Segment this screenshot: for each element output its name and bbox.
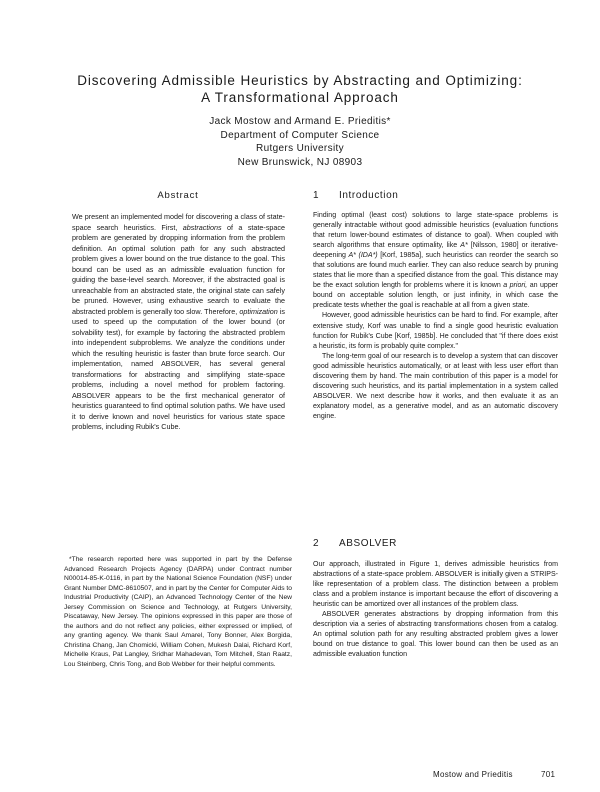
page-number: 701 <box>541 770 556 779</box>
title-line-2: A Transformational Approach <box>201 90 399 105</box>
section-1-body <box>313 211 558 422</box>
absolver-paragraph-2: ABSOLVER generates abstractions by dropping information from this description via a series of abstracting transformations chosen from a catalog. An optimal solution path for any resulting abstracted problem gives a lower bound on true distance to goal. This lower bound can then be used as an admissible evaluation function <box>313 611 558 659</box>
location: New Brunswick, NJ 08903 <box>237 156 363 168</box>
funding-footnote <box>64 555 292 670</box>
intro-paragraph-1: Finding optimal (least cost) solutions to large state-space problems is generally intractable without good admissible heuristics (evaluation functions that return lower-bound estimates of distance to goal). When coupled with search algorithms that ensure optimality, like A* [Nilsson, 1980] or iterative-deepening A* (IDA*) [Korf, 1985a], such heuristics can reorder the search so that solutions are found much earlier. They can also reduce search by pruning states that lie more than a specified distance from the goal. This distance may be the exact solution length for problems where it is known a priori, an upper bound on acceptable solution length, or just infinity, in which case the predicate tests whether the goal is reachable at all from a given state. <box>313 212 559 310</box>
section-2-body <box>313 560 558 660</box>
section-1-number: 1 <box>313 190 320 201</box>
section-2-title: ABSOLVER <box>339 538 397 549</box>
paper-title <box>40 72 560 106</box>
section-2-heading <box>313 538 397 549</box>
section-2-number: 2 <box>313 538 320 549</box>
section-1-heading <box>313 190 398 201</box>
abstract-body <box>72 212 285 433</box>
running-head: Mostow and Prieditis <box>433 770 513 779</box>
abstract-paragraph: We present an implemented model for discovering a class of state-space search heuristics. First, abstractions of a state-space problem are generated by dropping information from the problem definition. An optimal solution path for any such abstracted problem gives a lower bound on the true distance to the goal. This bound can be used as an admissible evaluation function for guiding the base-level search. Moreover, if the abstracted goal is unreachable from an abstracted state, the original state can safely be pruned. However, using exhaustive search to evaluate the abstracted problem is generally too slow. Therefore, optimization is used to speed up the computation of the lower bound (or solvability test), for example by factoring the abstracted problem into independent subproblems. We analyze the conditions under which the resulting heuristic is faster than brute force search. Our implementation, named ABSOLVER, has several general transformations for abstracting and simplifying state-space problems, including a novel method for problem factoring. ABSOLVER appears to be the first mechanical generator of heuristics guaranteed to find optimal solution paths. We have used it to derive known and novel heuristics for various state space problems, including Rubik's Cube. <box>72 212 285 431</box>
intro-paragraph-3: The long-term goal of our research is to develop a system that can discover good admissible heuristics automatically, or at least with less user effort than discovering them by hand. The main contribution of this paper is a model for discovering such heuristics, and its partial implementation in a system called ABSOLVER. We next describe how it works, and then evaluate it as an explanatory model, as a generative model, and as an automatic discovery engine. <box>313 352 558 420</box>
absolver-paragraph-1: Our approach, illustrated in Figure 1, derives admissible heuristics from abstractions of a state-space problem. ABSOLVER is initially given a STRIPS-like representation of a problem class. The distinction between a problem class and a problem instance is important because the effort of discovering a heuristic can be amortized over all instances of the problem class. <box>313 561 558 609</box>
university: Rutgers University <box>256 143 344 154</box>
section-1-title: Introduction <box>339 190 399 201</box>
title-line-1: Discovering Admissible Heuristics by Abstracting and Optimizing: <box>77 73 523 88</box>
author-block <box>0 115 600 169</box>
intro-paragraph-2: However, good admissible heuristics can be hard to find. For example, after extensive study, Korf was unable to find a single good heuristic evaluation function for Rubik's Cube [Korf, 1985b]. He concluded that "if there does exist a heuristic, its form is probably quite complex." <box>313 312 558 350</box>
author-names: Jack Mostow and Armand E. Prieditis* <box>209 116 391 127</box>
abstract-heading: Abstract <box>157 190 199 201</box>
department: Department of Computer Science <box>220 129 380 141</box>
footnote-text: *The research reported here was supported in part by the Defense Advanced Research Projects Agency (DARPA) under Contract number N00014-85-K-0116, in part by the National Science Foundation (NSF) under Grant Number DMC-8610507, and in part by the Center for Computer Aids to Industrial Productivity (CAIP), an Advanced Technology Center of the New Jersey Commission on Science and Technology, at Rutgers University, Piscataway, New Jersey. The opinions expressed in this paper are those of the authors and do not reflect any policies, either expressed or implied, of any granting agency. We thank Saul Amarel, Tony Bonner, Alex Borgida, Christina Chang, Jan Chomicki, William Cohen, Mukesh Dalai, Richard Korf, Michelle Kraus, Pat Langley, Sridhar Mahadevan, Tom Mitchell, Stan Raatz, Lou Steinberg, Chris Tong, and Bob Webber for their helpful comments. <box>64 556 292 669</box>
